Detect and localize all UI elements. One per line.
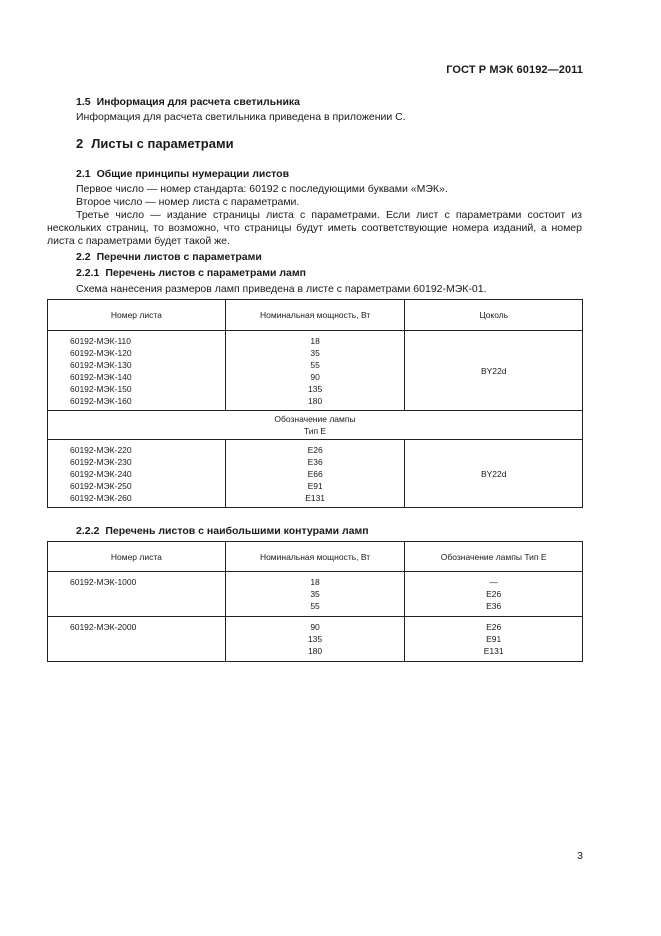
lamp-sheets-table [47, 299, 583, 508]
power-value: 90 [310, 372, 320, 382]
section-number: 2.2.2 [76, 525, 100, 537]
sheet-number: 60192-МЭК-150 [70, 384, 132, 394]
power-value: 180 [308, 396, 323, 406]
lamp-type-value: E36 [486, 601, 502, 611]
sheet-number: 60192-МЭК-2000 [70, 622, 137, 632]
power-value: 135 [308, 384, 323, 394]
numbering-paragraph-3 [47, 209, 582, 248]
paragraph-line: Третье число — издание страницы листа с параметрами. Если лист с параметрами состоит из [76, 209, 582, 221]
sheet-number: 60192-МЭК-250 [70, 481, 132, 491]
numbering-line-2: Второе число — номер листа с параметрами. [76, 196, 300, 208]
section-title: Перечни листов с параметрами [96, 251, 262, 263]
subheader-line: Обозначение лампы [274, 414, 356, 424]
section-1-5-heading [76, 96, 300, 108]
lamp-type-cell [225, 440, 405, 508]
section-title: Перечень листов с наибольшими контурами ламп [105, 525, 369, 537]
table-header-row [48, 300, 583, 331]
section-number: 2.2 [76, 251, 91, 263]
power-value: 55 [310, 360, 320, 370]
cap-cell: BY22d [405, 331, 583, 411]
lamp-type-value: E131 [305, 493, 326, 503]
section-number: 2.1 [76, 168, 91, 180]
column-header: Номер листа [48, 542, 226, 572]
section-title: Листы с параметрами [91, 136, 234, 151]
table-row [48, 331, 583, 411]
cap-cell: BY22d [405, 440, 583, 508]
table-row [48, 440, 583, 508]
lamp-type-cell [405, 572, 583, 617]
column-header: Номинальная мощность, Вт [225, 300, 405, 331]
section-title: Общие принципы нумерации листов [96, 168, 290, 180]
table-header-row [48, 542, 583, 572]
page-number: 3 [577, 850, 583, 862]
lamp-type-value: — [489, 577, 498, 587]
numbering-line-1: Первое число — номер стандарта: 60192 с последующими буквами «МЭК». [76, 183, 448, 195]
subheader-line: Тип Е [303, 426, 327, 436]
standard-code: ГОСТ Р МЭК 60192—2011 [446, 64, 583, 76]
section-number: 2.2.1 [76, 267, 100, 279]
section-2-2-2-heading [76, 525, 369, 537]
section-2-2-1-text: Схема нанесения размеров ламп приведена в листе с параметрами 60192-МЭК-01. [76, 283, 487, 295]
lamp-type-value: E26 [486, 589, 502, 599]
lamp-type-value: E36 [307, 457, 323, 467]
column-header: Обозначение лампы Тип Е [405, 542, 583, 572]
power-cell [225, 617, 405, 662]
power-value: 135 [307, 634, 323, 644]
lamp-type-value: E26 [307, 445, 323, 455]
sheet-number: 60192-МЭК-260 [70, 493, 132, 503]
sheet-cell [48, 331, 226, 411]
section-number: 2 [76, 136, 84, 151]
lamp-type-value: E91 [307, 481, 323, 491]
section-2-1-heading [76, 168, 289, 180]
section-2-2-heading [76, 251, 262, 263]
power-value: 35 [310, 589, 320, 599]
sheet-number: 60192-МЭК-230 [70, 457, 132, 467]
column-header: Номер листа [48, 300, 226, 331]
section-2-heading [76, 136, 234, 151]
column-header: Номинальная мощность, Вт [225, 542, 405, 572]
sheet-number: 60192-МЭК-1000 [70, 577, 137, 587]
table-row [48, 617, 583, 662]
sheet-number: 60192-МЭК-110 [70, 336, 131, 346]
paragraph-line: нескольких страниц, то возможно, что страницы будут иметь соответствующие номера изданий, а номер [47, 222, 582, 234]
sheet-number: 60192-МЭК-240 [70, 469, 132, 479]
paragraph-line: листа с параметрами будет такой же. [47, 235, 230, 247]
table-subheader-row [48, 411, 583, 440]
power-cell [225, 331, 405, 411]
sheet-cell [48, 572, 226, 617]
lamp-designation-subheader [48, 411, 583, 440]
lamp-type-cell [405, 617, 583, 662]
sheet-cell [48, 617, 226, 662]
section-number: 1.5 [76, 96, 91, 108]
lamp-type-value: E131 [483, 646, 504, 656]
lamp-type-value: E26 [486, 622, 502, 632]
sheet-number: 60192-МЭК-160 [70, 396, 132, 406]
power-cell [225, 572, 405, 617]
max-contour-sheets-table [47, 541, 583, 662]
sheet-cell [48, 440, 226, 508]
section-1-5-text: Информация для расчета светильника приведена в приложении С. [76, 111, 406, 123]
power-value: 90 [310, 622, 320, 632]
power-value: 18 [310, 336, 320, 346]
sheet-number: 60192-МЭК-220 [70, 445, 132, 455]
column-header: Цоколь [405, 300, 583, 331]
power-value: 180 [307, 646, 323, 656]
sheet-number: 60192-МЭК-130 [70, 360, 132, 370]
sheet-number: 60192-МЭК-140 [70, 372, 132, 382]
power-value: 35 [310, 348, 320, 358]
section-2-2-1-heading [76, 267, 306, 279]
lamp-type-value: E66 [307, 469, 323, 479]
power-value: 18 [310, 577, 320, 587]
power-value: 55 [310, 601, 320, 611]
table-row [48, 572, 583, 617]
sheet-number: 60192-МЭК-120 [70, 348, 132, 358]
section-title: Информация для расчета светильника [96, 96, 301, 108]
lamp-type-value: E91 [486, 634, 502, 644]
section-title: Перечень листов с параметрами ламп [105, 267, 306, 279]
